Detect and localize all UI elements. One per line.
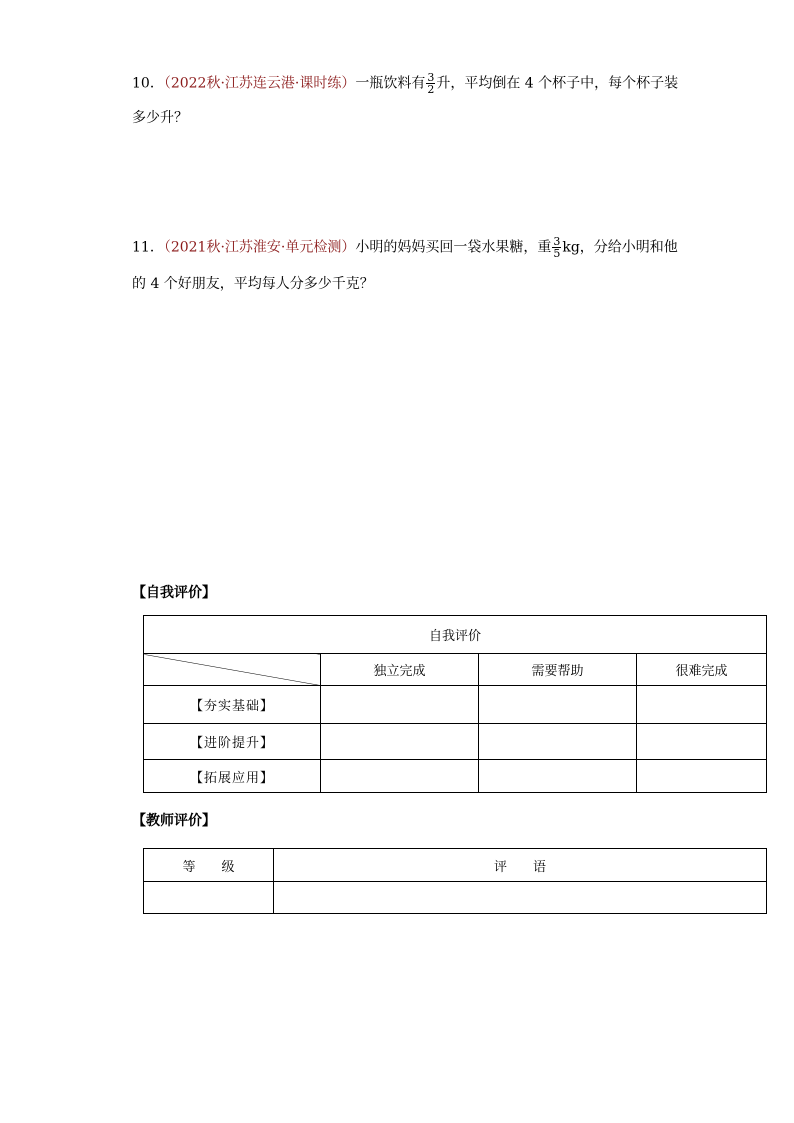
question-number: 11．: [132, 239, 164, 256]
column-header: 独立完成: [321, 654, 479, 686]
question-11-line-2: 的 4 个好朋友，平均每人分多少千克？: [132, 276, 374, 292]
question-text: 升，平均倒在 4 个杯子中，每个杯子装: [436, 75, 679, 92]
question-source: （2022秋·江苏连云港·课时练）: [163, 75, 356, 92]
row-header: 【拓展应用】: [144, 760, 321, 793]
question-source: （2021秋·江苏淮安·单元检测）: [163, 239, 356, 256]
table-cell[interactable]: [637, 686, 767, 724]
comment-cell[interactable]: [274, 882, 767, 914]
column-header: 需要帮助: [479, 654, 637, 686]
grade-cell[interactable]: [144, 882, 274, 914]
comment-column-header: 评 语: [274, 849, 767, 882]
fraction-numerator: 3: [427, 71, 435, 84]
table-cell[interactable]: [479, 686, 637, 724]
fraction-denominator: 5: [553, 247, 561, 260]
fraction: [426, 72, 435, 95]
table-cell[interactable]: [479, 760, 637, 793]
column-header: 很难完成: [637, 654, 767, 686]
fraction-numerator: 3: [553, 235, 561, 248]
question-text: 小明的妈妈买回一袋水果糖，重: [355, 239, 552, 256]
fraction-denominator: 2: [427, 83, 435, 96]
table-cell[interactable]: [637, 760, 767, 793]
diagonal-header-cell: [144, 654, 321, 686]
row-header: 【进阶提升】: [144, 724, 321, 760]
fraction: [552, 236, 561, 259]
question-11: [132, 236, 678, 259]
row-header: 【夯实基础】: [144, 686, 321, 724]
question-text: kg，分给小明和他: [562, 239, 678, 256]
self-eval-table-title: 自我评价: [144, 616, 767, 654]
table-cell[interactable]: [321, 686, 479, 724]
self-eval-heading: 【自我评价】: [132, 585, 216, 601]
table-cell[interactable]: [321, 760, 479, 793]
question-10-line-2: 多少升？: [132, 110, 188, 126]
question-text: 一瓶饮料有: [355, 75, 426, 92]
question-number: 10．: [132, 75, 164, 92]
teacher-eval-table: [143, 848, 767, 914]
teacher-eval-heading: 【教师评价】: [132, 813, 216, 829]
grade-column-header: 等 级: [144, 849, 274, 882]
table-cell[interactable]: [637, 724, 767, 760]
table-cell[interactable]: [479, 724, 637, 760]
table-cell[interactable]: [321, 724, 479, 760]
self-eval-table: [143, 615, 767, 793]
question-10: [132, 72, 678, 95]
